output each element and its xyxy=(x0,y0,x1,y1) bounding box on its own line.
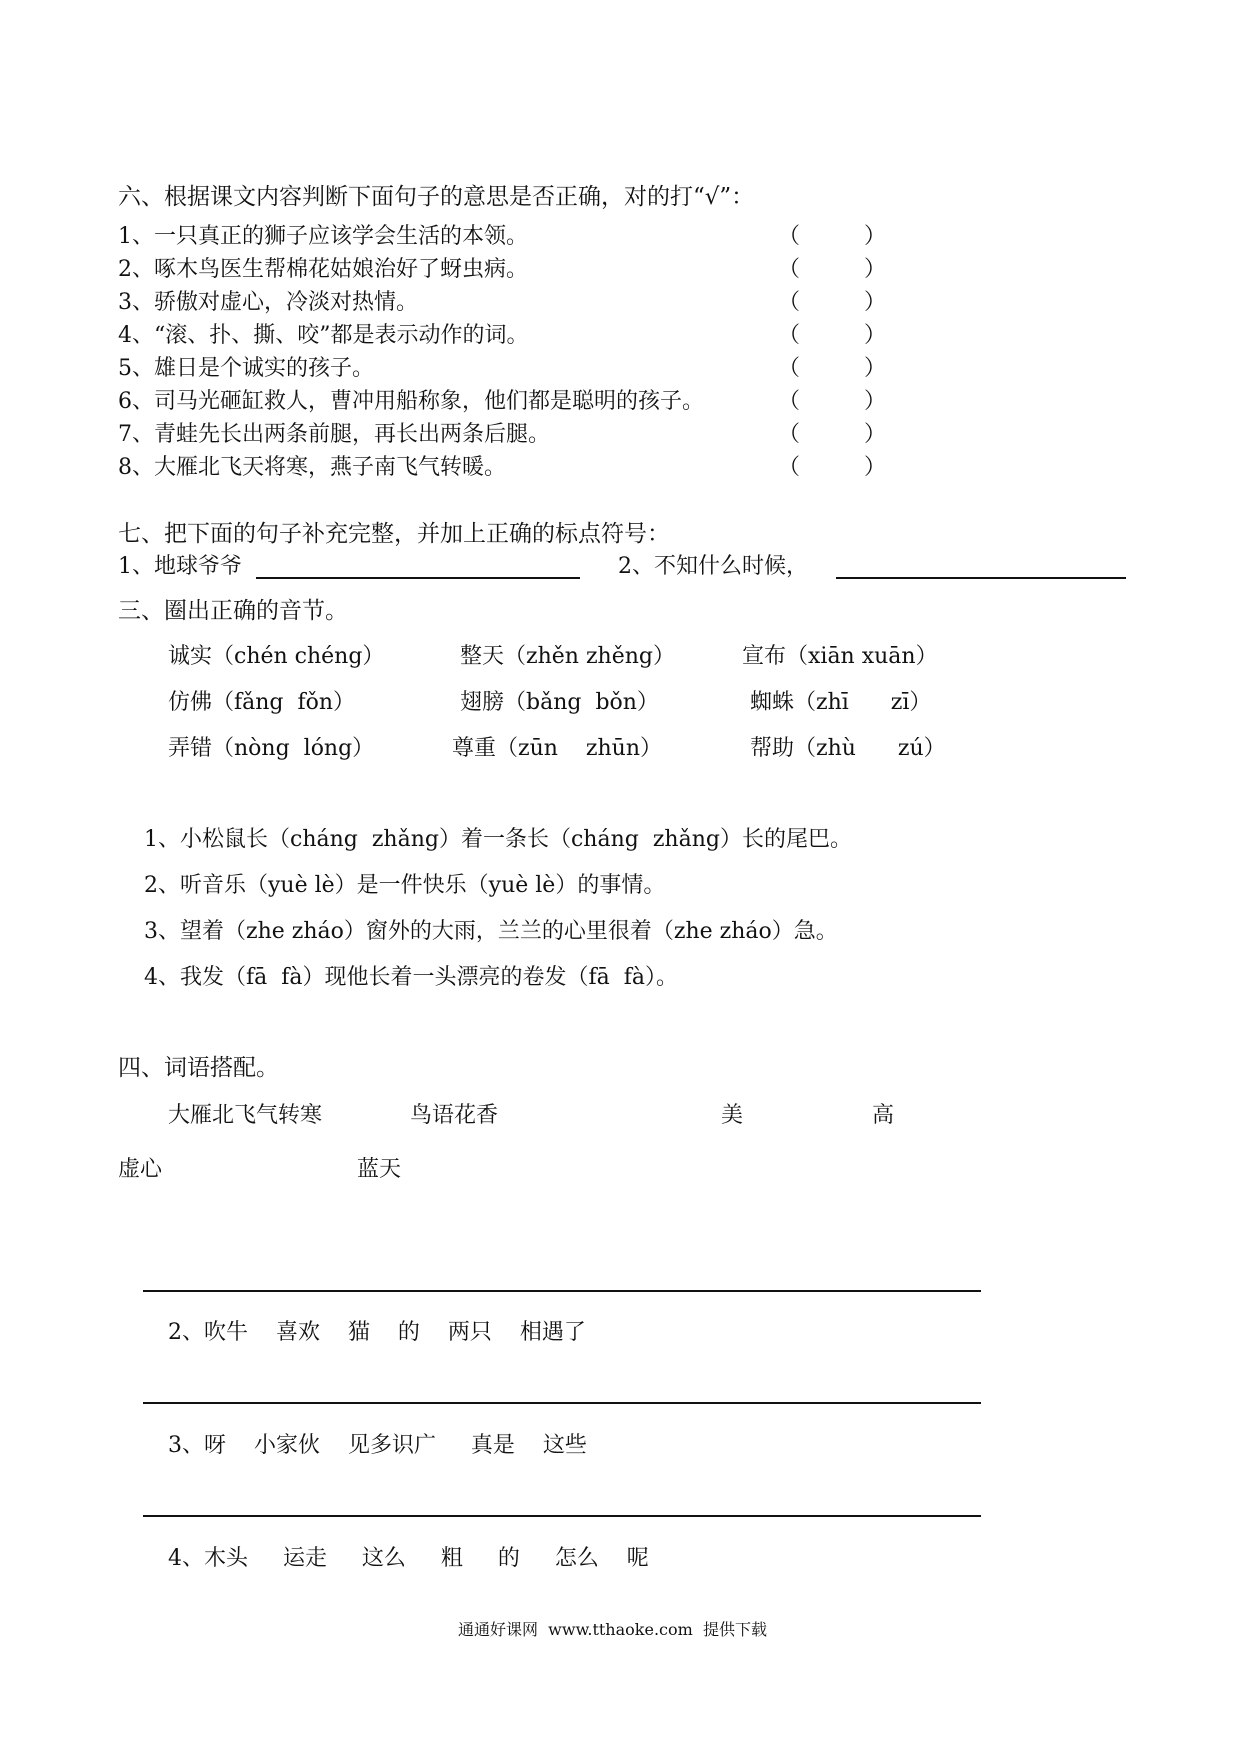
answer-paren-close: ） xyxy=(864,455,887,480)
pinyin-choice: 仿佛（fǎng fǒn） xyxy=(168,690,356,715)
judge-item-5: 5、雄日是个诚实的孩子。 xyxy=(118,356,374,381)
pinyin-choice: 帮助（zhù zú） xyxy=(750,736,946,761)
match-word: 高 xyxy=(872,1103,895,1128)
answer-paren-close: ） xyxy=(864,356,887,381)
pinyin-sentence: 4、我发（fā fà）现他长着一头漂亮的卷发（fā fà）。 xyxy=(144,965,679,990)
reorder-item-2: 2、吹牛 喜欢 猫 的 两只 相遇了 xyxy=(168,1320,586,1345)
judge-item-6: 6、司马光砸缸救人，曹冲用船称象，他们都是聪明的孩子。 xyxy=(118,389,704,414)
section-6-heading: 六、根据课文内容判断下面句子的意思是否正确，对的打“√”： xyxy=(118,184,755,210)
answer-paren-open: （ xyxy=(778,224,801,249)
answer-paren-open: （ xyxy=(778,389,801,414)
pinyin-sentence: 1、小松鼠长（cháng zhǎng）着一条长（cháng zhǎng）长的尾巴。 xyxy=(144,827,852,852)
pinyin-choice: 整天（zhěn zhěng） xyxy=(460,644,675,669)
reorder-item-3: 3、呀 小家伙 见多识广 真是 这些 xyxy=(168,1433,587,1458)
complete-item-2: 2、不知什么时候， xyxy=(618,554,808,579)
reorder-item-4: 4、木头 运走 这么 粗 的 怎么 呢 xyxy=(168,1546,649,1571)
pinyin-choice: 弄错（nòng lóng） xyxy=(168,736,375,761)
judge-item-8: 8、大雁北飞天将寒，燕子南飞气转暖。 xyxy=(118,455,506,480)
pinyin-sentence: 2、听音乐（yuè lè）是一件快乐（yuè lè）的事情。 xyxy=(144,873,666,898)
answer-paren-close: ） xyxy=(864,323,887,348)
judge-item-7: 7、青蛙先长出两条前腿，再长出两条后腿。 xyxy=(118,422,550,447)
answer-paren-close: ） xyxy=(864,389,887,414)
judge-item-4: 4、“滚、扑、撕、咬”都是表示动作的词。 xyxy=(118,323,529,348)
pinyin-choice: 蜘蛛（zhī zī） xyxy=(750,690,932,715)
section-4-heading: 四、词语搭配。 xyxy=(118,1055,279,1081)
answer-line xyxy=(256,577,580,579)
complete-item-1: 1、地球爷爷 xyxy=(118,554,242,579)
answer-paren-close: ） xyxy=(864,224,887,249)
match-word: 鸟语花香 xyxy=(410,1103,499,1128)
pinyin-choice: 翅膀（bǎng bǒn） xyxy=(460,690,659,715)
judge-item-2: 2、啄木鸟医生帮棉花姑娘治好了蚜虫病。 xyxy=(118,257,528,282)
pinyin-choice: 尊重（zūn zhūn） xyxy=(452,736,662,761)
answer-paren-open: （ xyxy=(778,257,801,282)
answer-line xyxy=(143,1290,981,1292)
match-word: 虚心 xyxy=(118,1157,163,1182)
answer-line xyxy=(836,577,1126,579)
answer-paren-open: （ xyxy=(778,323,801,348)
pinyin-sentence: 3、望着（zhe zháo）窗外的大雨，兰兰的心里很着（zhe zháo）急。 xyxy=(144,919,838,944)
section-3-heading: 三、圈出正确的音节。 xyxy=(118,598,348,624)
pinyin-choice: 诚实（chén chéng） xyxy=(168,644,385,669)
footer-credit: 通通好课网 www.tthaoke.com 提供下载 xyxy=(458,1620,767,1639)
answer-paren-open: （ xyxy=(778,290,801,315)
match-word: 美 xyxy=(721,1103,744,1128)
answer-paren-open: （ xyxy=(778,422,801,447)
answer-paren-close: ） xyxy=(864,257,887,282)
pinyin-choice: 宣布（xiān xuān） xyxy=(742,644,938,669)
match-word: 大雁北飞气转寒 xyxy=(168,1103,323,1128)
judge-item-1: 1、一只真正的狮子应该学会生活的本领。 xyxy=(118,224,528,249)
answer-paren-open: （ xyxy=(778,356,801,381)
match-word: 蓝天 xyxy=(357,1157,402,1182)
answer-paren-open: （ xyxy=(778,455,801,480)
answer-line xyxy=(143,1515,981,1517)
judge-item-3: 3、骄傲对虚心，冷淡对热情。 xyxy=(118,290,418,315)
answer-line xyxy=(143,1402,981,1404)
answer-paren-close: ） xyxy=(864,290,887,315)
section-7-heading: 七、把下面的句子补充完整，并加上正确的标点符号： xyxy=(118,521,670,547)
answer-paren-close: ） xyxy=(864,422,887,447)
